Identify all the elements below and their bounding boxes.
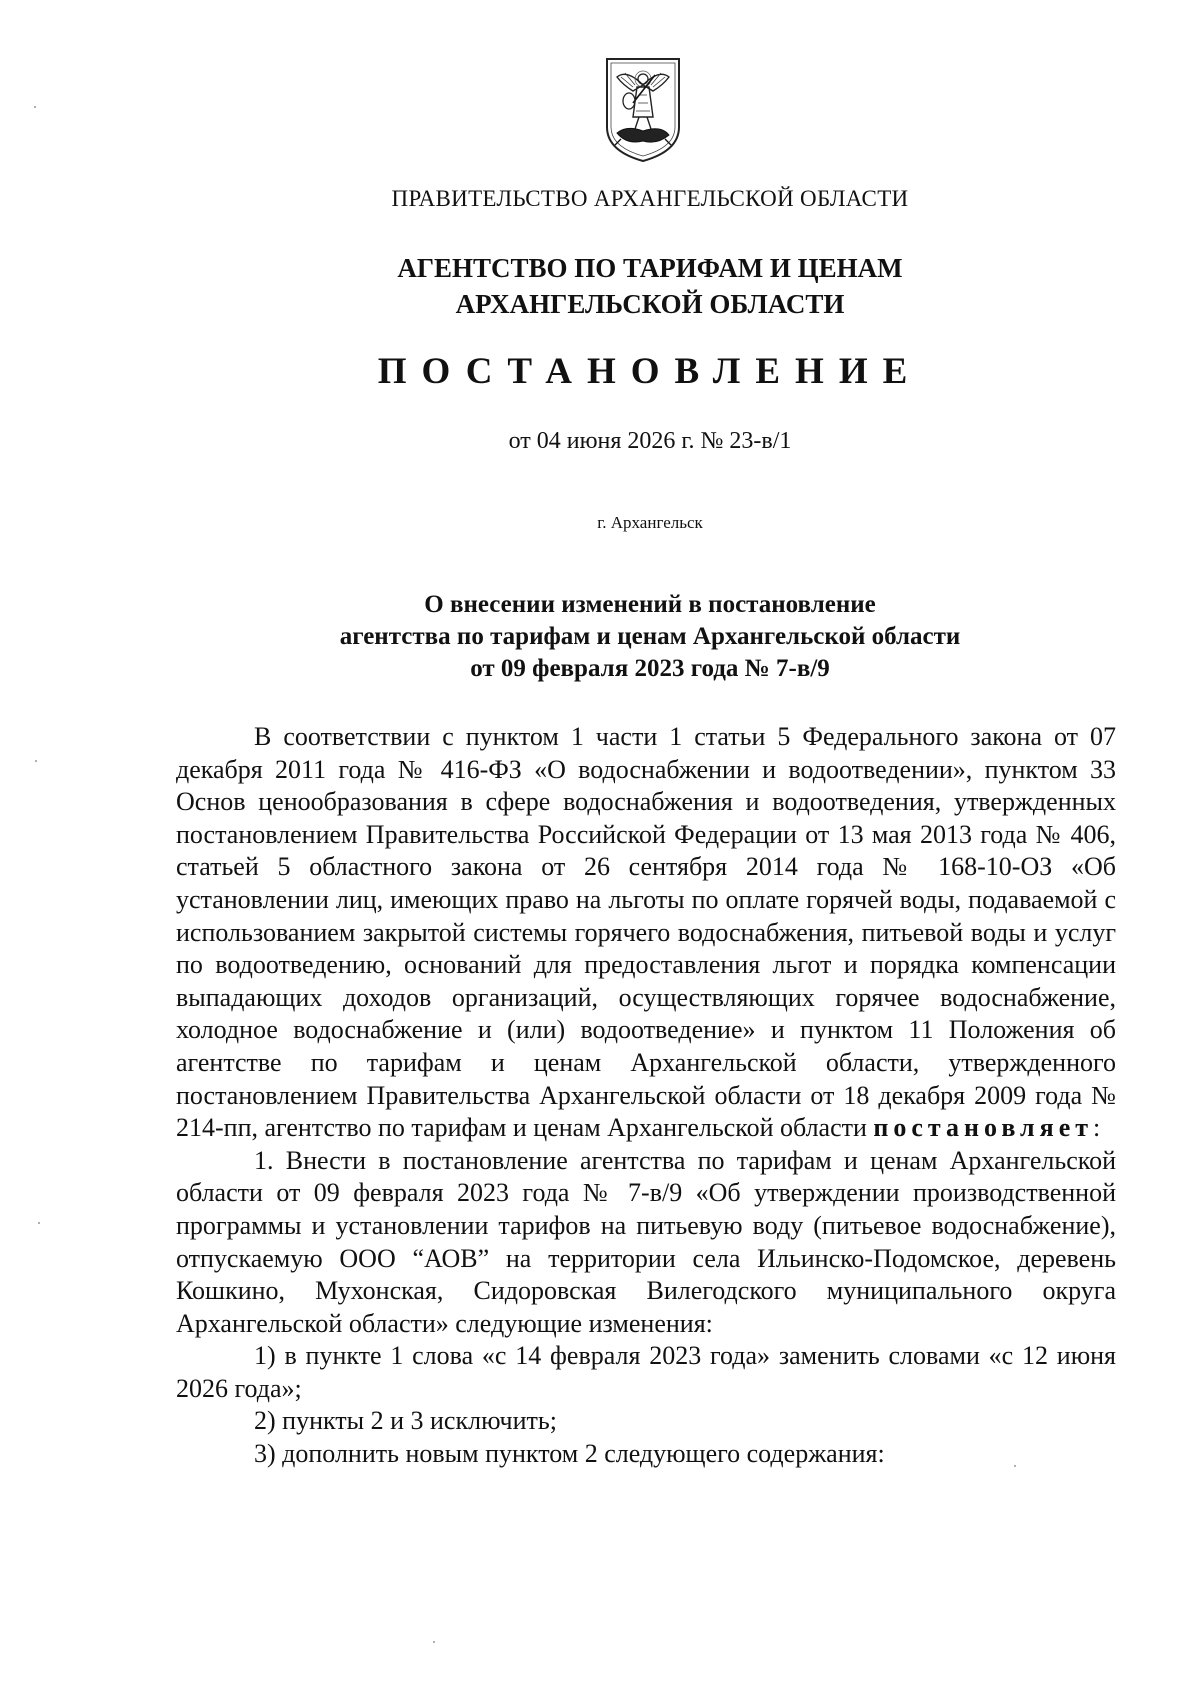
subpoint-3: 3) дополнить новым пунктом 2 следующего содержания: [254, 1439, 885, 1469]
scan-speck [35, 760, 37, 762]
scan-speck [1014, 1465, 1016, 1467]
point-1: 1. Внести в постановление агентства по тарифам и ценам Архангельской области от 09 февраля 2023 года № 7-в/9 «Об утверждении производственной программы и установлении тарифов на питьевую воду (питьевое водоснабжение), отпускаемую ООО “АОВ” на территории села Ильинско-Подомское, деревень Кошкино, Мухонская, Сидоровская Вилегодского муниципального округа Архангельской области» следующие изменения: [176, 1145, 1116, 1338]
preamble-text: В соответствии с пунктом 1 части 1 статьи 5 Федерального закона от 07 декабря 2011 года № 416-ФЗ «О водоснабжении и водоотведении», пунктом 33 Основ ценообразования в сфере водоснабжения и водоотведения, утвержденных постановлением Правительства Российской Федерации от 13 мая 2013 года № 406, статьей 5 областного закона от 26 сентября 2014 года № 168-10-ОЗ «Об установлении лиц, имеющих право на льготы по оплате горячей воды, подаваемой с использованием закрытой системы горячего водоснабжения, питьевой воды и услуг по водоотведению, оснований для предоставления льгот и порядка компенсации выпадающих доходов организаций, осуществляющих горячее водоснабжение, холодное водоснабжение и (или) водоотведение» и пунктом 11 Положения об агентстве по тарифам и ценам Архангельской области, утвержденного постановлением Правительства Архангельской области от 18 декабря 2009 года № 214-пп, агентство по тарифам и ценам Архангельской области [176, 722, 1116, 1143]
document-subject [50, 589, 1200, 685]
document-type: ПОСТАНОВЛЕНИЕ [377, 351, 923, 392]
subject-line3: от 09 февраля 2023 года № 7-в/9 [470, 655, 830, 682]
document-body [176, 721, 1116, 1471]
agency-title [50, 250, 1200, 322]
agency-title-line2: АРХАНГЕЛЬСКОЙ ОБЛАСТИ [455, 289, 845, 319]
subpoint-2: 2) пункты 2 и 3 исключить; [254, 1406, 557, 1436]
scan-speck [34, 106, 36, 108]
subpoint-1: 1) в пункте 1 слова «с 14 февраля 2023 года» заменить словами «с 12 июня 2026 года»; [176, 1341, 1116, 1403]
decrees-word: постановляет [873, 1113, 1094, 1143]
archangel-coat-of-arms-icon [603, 55, 683, 163]
document-number-date: от 04 июня 2026 г. № 23-в/1 [508, 428, 792, 454]
agency-title-line1: АГЕНТСТВО ПО ТАРИФАМ И ЦЕНАМ [397, 253, 903, 283]
scan-speck [38, 1222, 40, 1224]
document-city: г. Архангельск [597, 513, 703, 532]
subject-line1: О внесении изменений в постановление [424, 591, 876, 618]
scan-speck [433, 1641, 435, 1643]
subject-line2: агентства по тарифам и ценам Архангельской области [339, 623, 961, 650]
preamble-paragraph [176, 721, 1116, 1145]
decrees-colon: : [1093, 1113, 1101, 1143]
government-title: ПРАВИТЕЛЬСТВО АРХАНГЕЛЬСКОЙ ОБЛАСТИ [391, 186, 909, 211]
